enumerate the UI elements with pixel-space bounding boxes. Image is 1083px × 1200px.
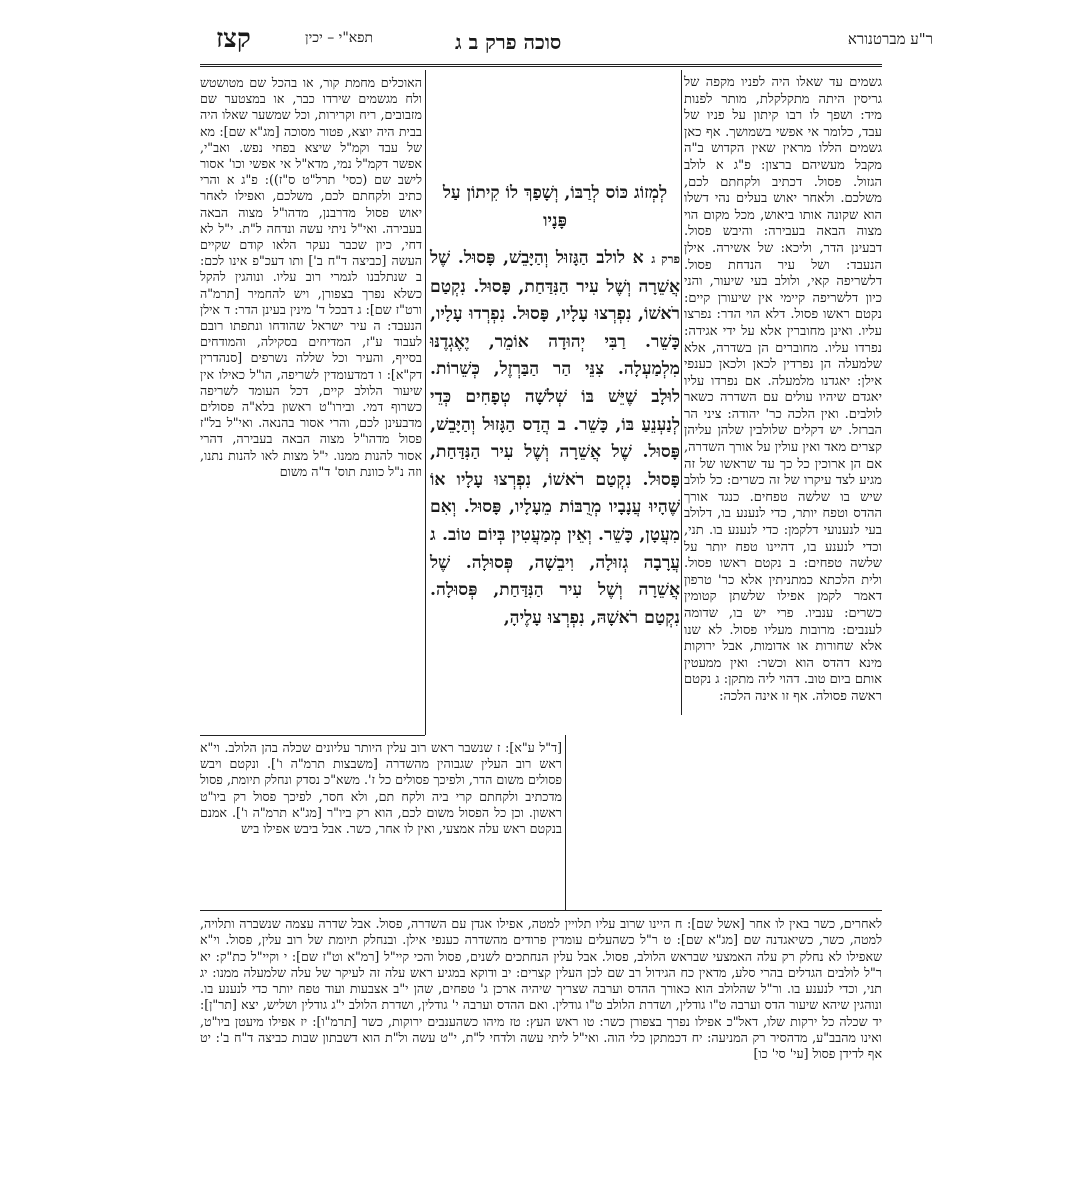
tiferet-yisrael-commentary-upper: האוכלים מחמת קור, או בהכל שם מטושטש ולח מגשמים שירדו כבר, או במצטער שם מזבובים, ריח וקרירות, וכל שמשער שאלו היה בבית היה יוצא, פטור מסוכה [מג"א שם]: מא של עבד וקמ"ל שיצא בפחי נפש. ואב"י, אפשר דקמ"ל נמי, מדא"ל אי אפשי וכו' אסור לישב שם (כסי' תרל"ט ס"ז)): פ"ג א והרי כתיב ולקחתם לכם, משלכם, ואפילו לאחר יאוש פסול מדרבנן, מדהו"ל מצוה הבאה בעבירה. ואי"ל ניתי עשה ונדחה ל"ת. י"ל לא דחי, כיון שכבר נעקר הלאו קודם שקיים העשה [כביצה ד"ח ב'] ותו דעכ"פ אינו לכם: ב שנתלבנו לגמרי רוב עליו. ונוהגין להקל כשלא נפרך בצפורן, ויש להחמיר [תרמ"ה ורט"ז שם]: ג דבכל ד' מינין בעינן הדר: ד אילן הנעבד: ה עיר ישראל שהודחו ונתפתו רובם לעבוד ע"ז, המדיחים בסקילה, והמודחים בסייף, והעיר וכל שללה נשרפים [סנהדרין דק"א]: ו דמדעומדין לשריפה, הו"ל כאילו אין שיעור הלולב קיים, דכל העומד לשריפה כשרוף דמי. ובירו"ט ראשון בלא"ה פסולים מדבעינן לכם, והרי אסור בהנאה. ואי"ל בל"ז פסול מדהו"ל מצוה הבאה בעבירה, דהרי אסור להנות ממנו. י"ל מצות לאו להנות נתנו, וזה נ"ל כוונת תוס' ד"ה משום — [200, 75, 422, 479]
header-rule — [200, 64, 882, 65]
section-rule-left — [200, 735, 425, 736]
header-rule-double — [200, 66, 882, 67]
tiferet-yisrael-commentary-lower: לאחרים, כשר באין לו אחר [אשל שם]: ח היינו שרוב עליו תלויין למטה, אפילו אגדן עם השדרה, פסול. אבל שדרה עצמה שנשברה ותלויה, למטה, כשר, כשיאגדנה שם [מג"א שם]: ט ר"ל כשהעלים עומדין פרודים מהשדרה כענפי אילן. ובנחלק תיומת של רוב עלין, פסול. וי"א שאפילו לא נחלק רק עלה האמצעי שבראש הלולב, פסול. אבל עלין הנחתכים לשנים, פסול והכי קיי"ל [רמ"א וט"ז שם]: י וקיי"ל כת"ק: יא ר"ל לולבים הגדלים בהרי סלע, מדאין כח הגידול רב שם לכן העלין קצרים: יב ודוקא במגיע ראש עלה זה לעיקר של עלה שלמעלה ממנו: יג תני, וכדי לנענע בו. ור"ל שהלולב הוא כאורך ההדס וערבה שצריך שיהיה ארכן ג' טפחים, שהן י"ב אצבעות ועוד טפח יותר כדי לנענע בו. ונוהגין שיהא שיעור הדס וערבה ט"ו גודלין, ושדרת הלולב ט"ו גודלין. ואם ההדס וערבה י' גודלין, ושדרת הלולב י"ג גודלין ושליש, יצא [תר"ן]: יד שכלה כל ירקות שלו, דאל"כ אפילו נפרך בצפורן כשר: טו ראש העץ: טז מיהו כשהענבים ירוקות, כשר [תרמ"ו]: יז אפילו מיעטן ביו"ט, ואינו מהבב"ע, מדהסיר רק המניעה: יח דכמתקן כלי הוה. ואי"ל ליתי עשה ולדחי ל"ת, י"ט עשה ול"ת הוא דשבתון שבות כביצה ד"ח ב': יט אף לדידן פסול [עי' סי' כו] — [200, 916, 882, 1062]
column-divider-left — [425, 70, 426, 735]
mishnah-previous-ending: לְמְזוֹג כּוֹס לְרַבּוֹ, וְשָׁפַךְ לוֹ קִיתוֹן עַל פָּנָיו — [442, 183, 668, 231]
footer-rule — [200, 910, 882, 911]
commentary-title-header: ר"ע מברטנורא — [847, 30, 933, 48]
chapter-label: פרק ג — [651, 252, 681, 266]
column-divider-middle — [565, 735, 566, 910]
bartenura-commentary: גשמים עד שאלו היה לפניו מקפה של גריסין היתה מתקלקלת, מותר לפנות מיד: ושפך לו רבו קיתון על פניו של עבד, כלומר אי אפשי בשמושך. אף כאן גשמים הללו מראין שאין הקדוש ב"ה מקבל מעשיהם ברצון: פ"ג א לולב הגזול. פסול. דכתיב ולקחתם לכם, משלכם. ולאחר יאוש בעלים נהי דשלו הוא שקונה אותו ביאוש, מכל מקום הוי מצוה הבאה בעבירה: והיבש פסול. דבעינן הדר, וליכא: של אשירה. אילן הנעבד: ושל עיר הנדחת פסול. דלשריפה קאי, ולולב בעי שיעור, והני כיון דלשריפה קיימי אין שיעורן קיים: נקטם ראשו פסול. דלא הוי הדר: נפרצו עליו. ואינן מחוברין אלא על ידי אגידה: נפרדו עליו. מחוברים הן בשדרה, אלא שלמעלה הן נפרדין לכאן ולכאן כענפי אילן: יאגדנו מלמעלה. אם נפרדו עליו יאגדם שיהיו עולים עם השדרה כשאר לולבים. ואין הלכה כר' יהודה: ציני הר הברזל. יש דקלים שלולבין שלהן עליהן קצרים מאד ואין עולין על אורך השדרה, אם הן ארוכין כל כך עד שראשו של זה מגיע לצד עיקרו של זה כשרים: כל לולב שיש בו שלשה טפחים. כנגד אורך ההדס וטפח יותר, כדי לנענע בו, דלולב בעי לנענועי דלקמן: כדי לנענע בו. תני, וכדי לנענע בו, דהיינו טפח יותר על שלשה טפחים: ב נקטם ראשו פסול. ולית הלכתא כמתניתין אלא כר' טרפון דאמר לקמן אפילו שלשתן קטומין כשרים: ענביו. פרי יש בו, שדומה לענבים: מרובות מעליו פסול. לא שנו אלא שחורות או אדומות, אבל ירוקות מינא דהדס הוא וכשר: ואין ממעטין אותם ביום טוב. דהוי ליה מתקן: ג נקטם ראשה פסולה. אף זו אינה הלכה: — [684, 75, 882, 704]
page-number: קצז — [216, 24, 251, 54]
mishnah-body: א לולב הַגָּזוּל וְהַיָּבֵשׁ, פָּסוּל. שֶׁל אֲשֵׁרָה וְשֶׁל עִיר הַנִּדַּחַת, פָּסוּל. נִקְטַם רֹאשׁוֹ, נִפְרְצוּ עָלָיו, פָּסוּל. נִפְרְדוּ עָלָיו, כָּשֵׁר. רַבִּי יְהוּדָה אוֹמֵר, יֶאֶגְדֶנּוּ מִלְמַעְלָה. צִנֵּי הַר הַבַּרְזֶל, כְּשֵׁרוֹת. לוּלָב שֶׁיֵּשׁ בּוֹ שְׁלשָׁה טְפָחִים כְּדֵי לְנַעְנֵעַ בּוֹ, כָּשֵׁר. ב הֲדַס הַגָּזוּל וְהַיָּבֵשׁ, פָּסוּל. שֶׁל אֲשֵׁרָה וְשֶׁל עִיר הַנִּדַּחַת, פָּסוּל. נִקְטַם רֹאשׁוֹ, נִפְרְצוּ עָלָיו אוֹ שֶׁהָיוּ עֲנָבָיו מְרֻבּוֹת מֵעָלָיו, פָּסוּל. וְאִם מִעֲטָן, כָּשֵׁר. וְאֵין מְמַעֲטִין בְּיוֹם טוֹב. ג עֲרָבָה גְזוּלָה, וִיבֵשָׁה, פְּסוּלָה. שֶׁל אֲשֵׁרָה וְשֶׁל עִיר הַנִּדַּחַת, פְּסוּלָה. נִקְטַם רֹאשָׁהּ, נִפְרְצוּ עָלֶיהָ, — [430, 248, 680, 628]
section-range-header: תפא"י – יכין — [305, 30, 374, 46]
tractate-header: סוכה פרק ב ג — [455, 30, 562, 54]
tiferet-yisrael-commentary-middle: [ד"ל ע"א]: ז שנשבר ראש רוב עלין היותר עליונים שכלה בהן הלולב. וי"א ראש רוב העלין שגבוהין מהשדרה [משבצות תרמ"ה ו']. ונקטם ויבש פסולים משום הדר, ולפיכך פסולים כל ז'. משא"כ נסדק ונחלק תיומת, פסול מדכתיב ולקחתם קרי ביה ולקח תם, ולא חסר, לפיכך פסול רק ביו"ט ראשון. וכן כל הפסול משום לכם, הוא רק ביו"ר [מג"א תרמ"ה ו']. אמנם בנקטם ראש עלה אמצעי, ואין לו אחר, כשר. אבל ביבש אפילו ביש — [200, 740, 562, 837]
column-divider-right — [681, 70, 682, 715]
mishnah-text — [430, 245, 680, 740]
